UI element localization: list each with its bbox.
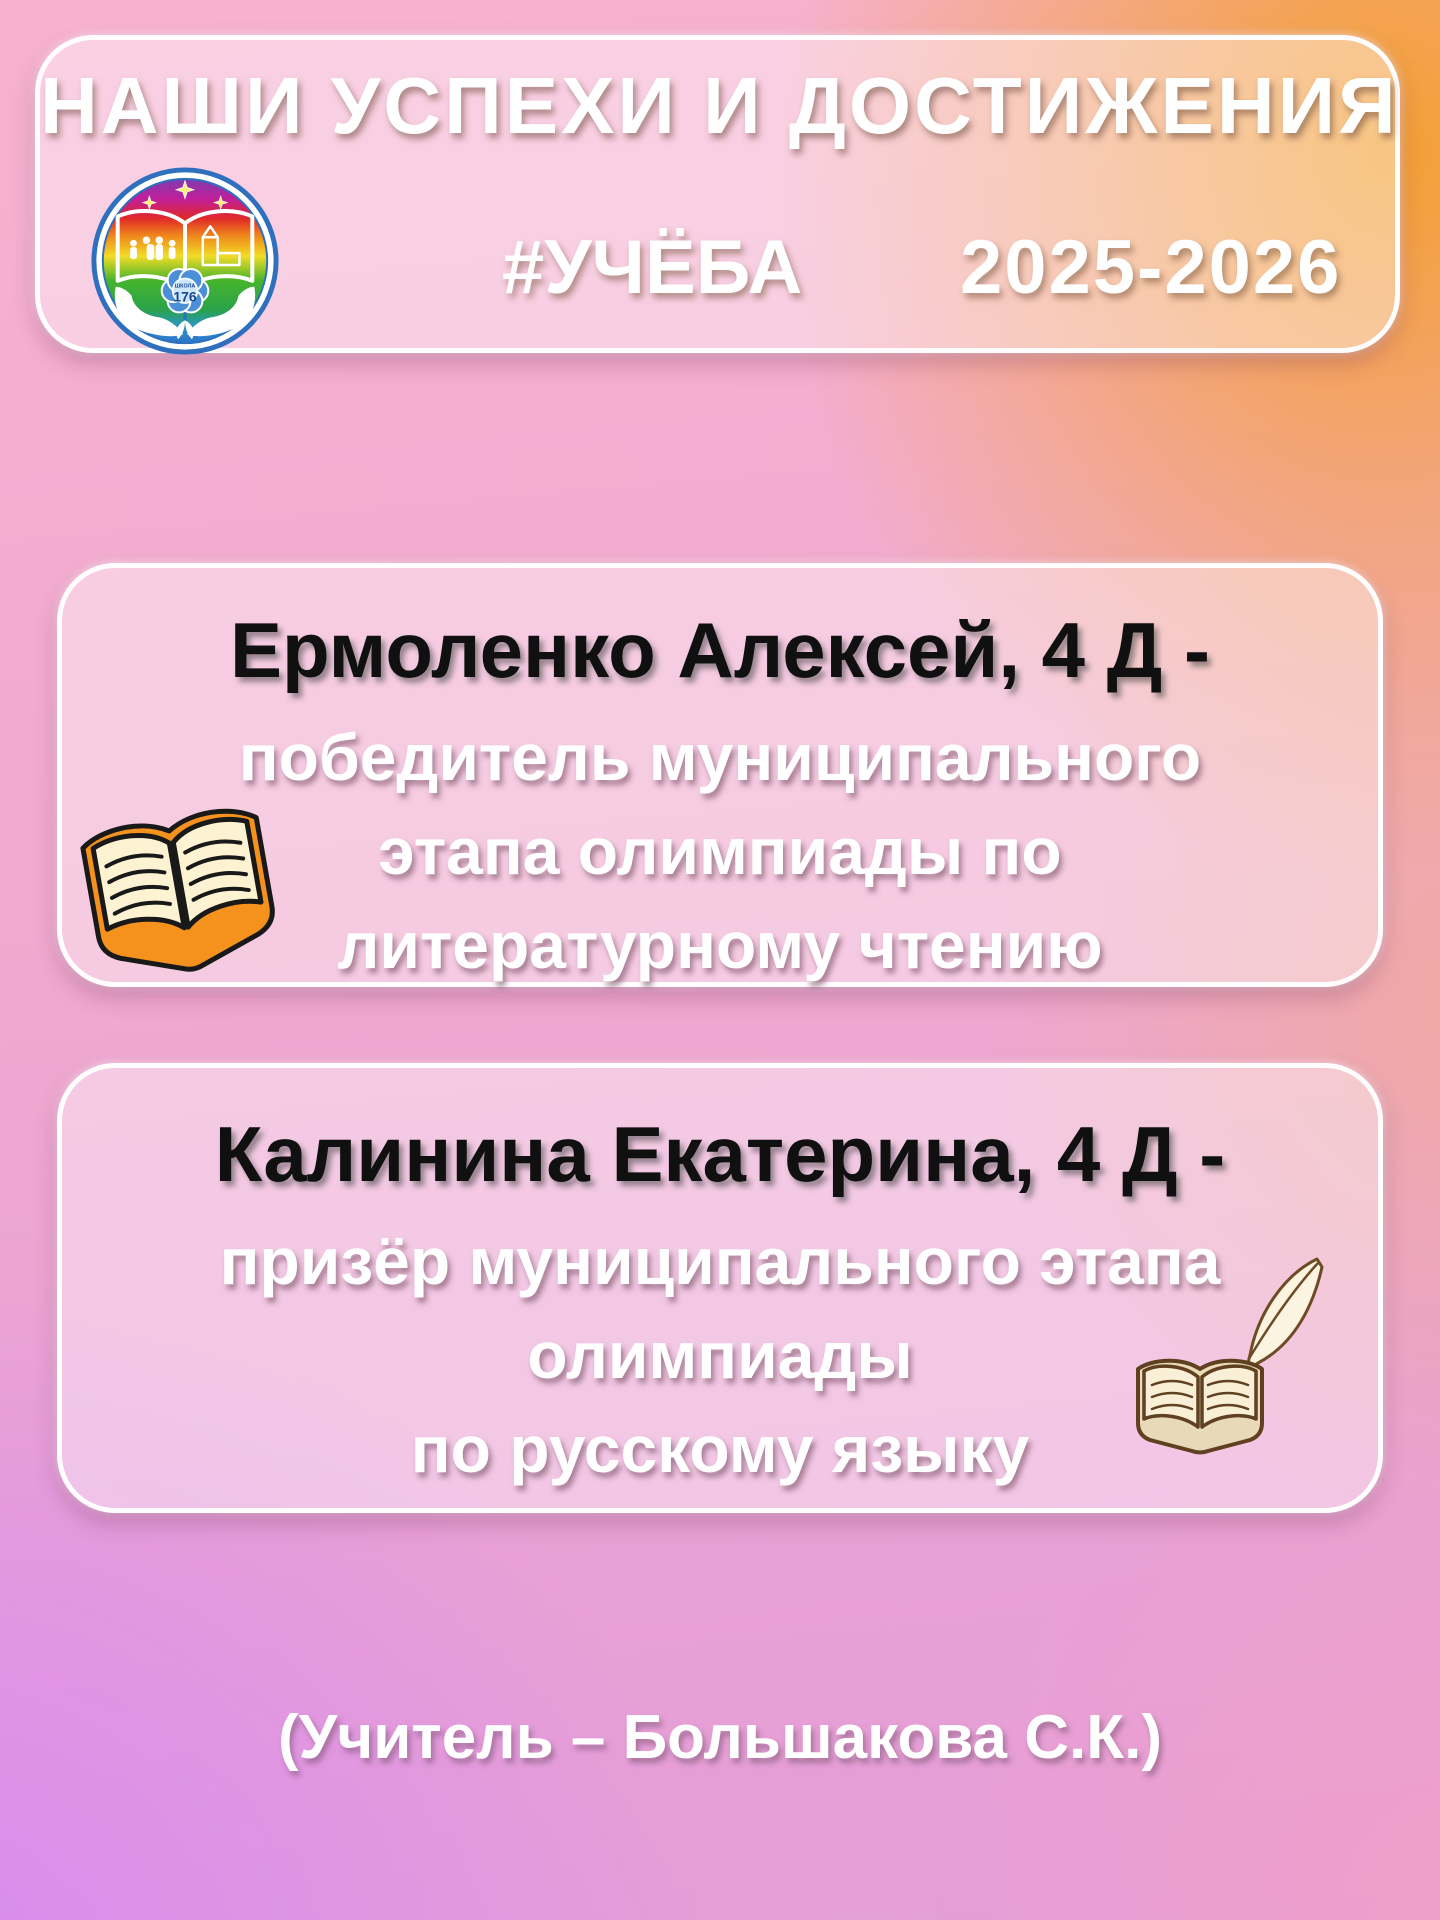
header-card <box>35 35 1400 353</box>
achievement-line: по русскому языку <box>410 1412 1030 1486</box>
achievement-line: этапа олимпиады по <box>378 814 1062 888</box>
open-book-icon <box>66 786 294 998</box>
student-name: Ермоленко Алексей, 4 Д - <box>230 606 1210 694</box>
school-year-label: 2025-2026 <box>960 225 1342 310</box>
student-name: Калинина Екатерина, 4 Д - <box>214 1110 1226 1198</box>
school-logo-icon <box>86 162 284 360</box>
poster-title: НАШИ УСПЕХИ И ДОСТИЖЕНИЯ <box>40 61 1399 150</box>
achievement-line: призёр муниципального этапа <box>219 1224 1221 1298</box>
achievement-line: победитель муниципального <box>238 720 1202 794</box>
achievement-card-1 <box>57 563 1383 987</box>
teacher-credit: (Учитель – Большакова С.К.) <box>278 1703 1162 1772</box>
book-pages <box>1138 1361 1262 1453</box>
book-quill-icon <box>1112 1251 1342 1461</box>
logo-school-word: ШКОЛА <box>174 283 196 290</box>
achievement-line: олимпиады <box>527 1318 913 1392</box>
achievement-card-2 <box>57 1063 1383 1513</box>
hashtag-label: #УЧЁБА <box>502 225 803 310</box>
logo-school-number: 176 <box>173 288 197 305</box>
achievement-line: литературному чтению <box>337 908 1103 982</box>
